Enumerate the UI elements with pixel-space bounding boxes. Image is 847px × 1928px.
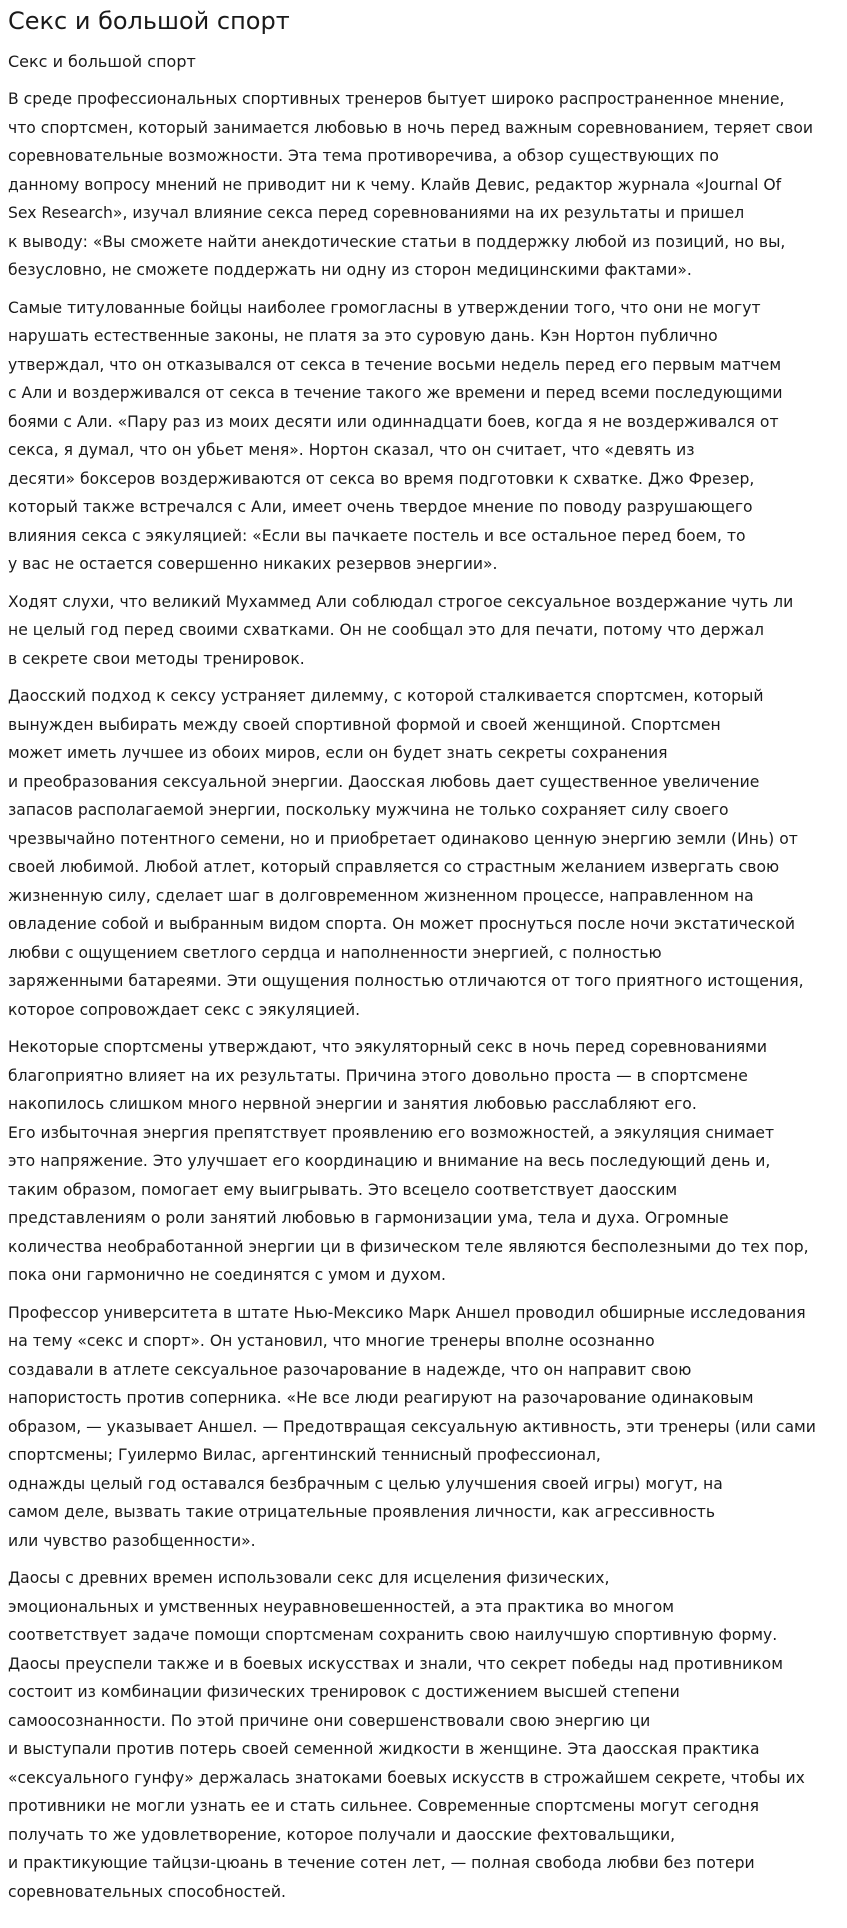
article-paragraph-4: Даосский подход к сексу устраняет дилемму, с которой сталкивается спортсмен, который вынужден выбирать между своей спортивной формой и своей женщиной. Спортсмен может иметь лучшее из обоих миров, если он будет знать секреты сохранения и преобразования сексуальной энергии. Даосская любовь дает существенное увеличение запасов располагаемой энергии, поскольку мужчина не только сохраняет силу своего чрезвычайно потентного семени, но и приобретает одинаково ценную энергию земли (Инь) от своей любимой. Любой атлет, который справляется со страстным желанием извергать свою жизненную силу, сделает шаг в долговременном жизненном процессе, направленном на овладение собой и выбранным видом спорта. Он может проснуться после ночи экстатической любви с ощущением светлого сердца и наполненности энергией, с полностью заряженными батареями. Эти ощущения полностью отличаются от того приятного истощения, которое сопровождает секс с эякуляцией. [8,687,804,1019]
article-paragraph-1: В среде профессиональных спортивных тренеров бытует широко распространенное мнение, что спортсмен, который занимается любовью в ночь перед важным соревнованием, теряет свои соревновательные возможности. Эта тема противоречива, а обзор существующих по данному вопросу мнений не приводит ни к чему. Клайв Девис, редактор журнала «Journal Of Sex Research», изучал влияние секса перед соревнованиями на их результаты и пришел к выводу: «Вы сможете найти анекдотические статьи в поддержку любой из позиций, но вы, безусловно, не сможете поддержать ни одну из сторон медицинскими фактами». [8,90,814,279]
article-paragraph-5: Некоторые спортсмены утверждают, что эякуляторный секс в ночь перед соревнованиями благоприятно влияет на их результаты. Причина этого довольно проста — в спортсмене накопилось слишком много нервной энергии и занятия любовью расслабляют его. Его избыточная энергия препятствует проявлению его возможностей, а эякуляция снимает это напряжение. Это улучшает его координацию и внимание на весь последующий день и, таким образом, помогает ему выигрывать. Это всецело соответствует даосским представлениям о роли занятий любовью в гармонизации ума, тела и духа. Огромные количества необработанной энергии ци в физическом теле являются бесполезными до тех пор, пока они гармонично не соединятся с умом и духом. [8,1038,809,1284]
page-title: Секс и большой спорт [8,7,290,35]
article-paragraph-7: Даосы с древних времен использовали секс для исцеления физических, эмоциональных и умственных неуравновешенностей, а эта практика во многом соответствует задаче помощи спортсменам сохранить свою наилучшую спортивную форму. Даосы преуспели также и в боевых искусствах и знали, что секрет победы над противником состоит из комбинации физических тренировок с достижением высшей степени самоосознанности. По этой причине они совершенствовали свою энергию ци и выступали против потерь своей семенной жидкости в женщине. Эта даосская практика «сексуального гунфу» держалась знатоками боевых искусств в строжайшем секрете, чтобы их противники не могли узнать ее и стать сильнее. Современные спортсмены могут сегодня получать то же удовлетворение, которое получали и даосские фехтовальщики, и практикующие тайцзи-цюань в течение сотен лет, — полная свобода любви без потери соревновательных способностей. [8,1569,805,1901]
article-paragraph-2: Самые титулованные бойцы наиболее громогласны в утверждении того, что они не могут нарушать естественные законы, не платя за это суровую дань. Кэн Нортон публично утверждал, что он отказывался от секса в течение восьми недель перед его первым матчем с Али и воздерживался от секса в течение такого же времени и перед всеми последующими боями с Али. «Пару раз из моих десяти или одиннадцати боев, когда я не воздерживался от секса, я думал, что он убьет меня». Нортон сказал, что он считает, что «девять из десяти» боксеров воздерживаются от секса во время подготовки к схватке. Джо Фрезер, который также встречался с Али, имеет очень твердое мнение по поводу разрушающего влияния секса с эякуляцией: «Если вы пачкаете постель и все остальное перед боем, то у вас не остается совершенно никаких резервов энергии». [8,298,783,573]
article-paragraph-6: Профессор университета в штате Нью-Мексико Марк Аншел проводил обширные исследования на тему «секс и спорт». Он установил, что многие тренеры вполне осознанно создавали в атлете сексуальное разочарование в надежде, что он направит свою напористость против соперника. «Не все люди реагируют на разочарование одинаковым образом, — указывает Аншел. — Предотвращая сексуальную активность, эти тренеры (или сами спортсмены; Гуилермо Вилас, аргентинский теннисный профессионал, однажды целый год оставался безбрачным с целью улучшения своей игры) могут, на самом деле, вызвать такие отрицательные проявления личности, как агрессивность или чувство разобщенности». [8,1303,816,1550]
article-paragraph-3: Ходят слухи, что великий Мухаммед Али соблюдал строгое сексуальное воздержание чуть ли не целый год перед своими схватками. Он не сообщал это для печати, потому что держал в секрете свои методы тренировок. [8,592,794,668]
article-subtitle: Секс и большой спорт [8,52,196,71]
